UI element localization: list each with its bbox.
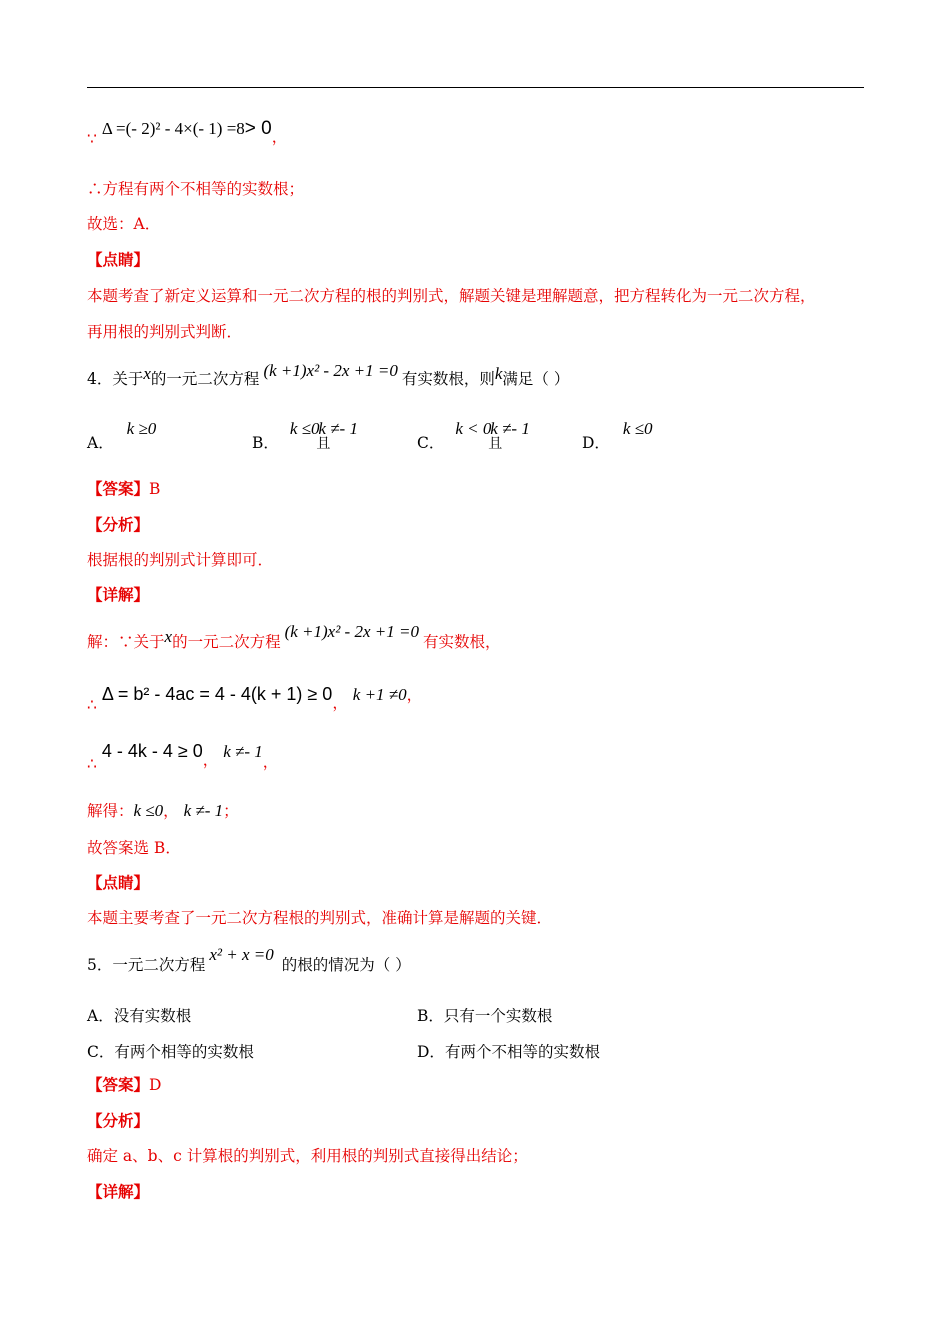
q4-stem: 4．关于x的一元二次方程 (k +1)x² - 2x +1 =0 有实数根，则k满足（ ） <box>87 361 570 388</box>
q4-fenxi-label: 【分析】 <box>87 515 150 534</box>
q5-option-b[interactable]: B．只有一个实数根 <box>417 1007 553 1025</box>
q4-dianjing-label: 【点睛】 <box>87 873 150 892</box>
q4-option-d[interactable]: D． k ≤0 <box>582 419 653 452</box>
q3-conclusion: ∴方程有两个不相等的实数根； <box>87 180 305 198</box>
q3-dianjing-label: 【点睛】 <box>87 250 150 269</box>
header-rule <box>87 87 864 88</box>
q3-delta-line: ∵ Δ =(- 2)² - 4×(- 1) =8> 0， <box>87 118 288 148</box>
q5-stem: 5．一元二次方程x² + x =0的根的情况为（ ） <box>87 945 411 974</box>
q4-dianjing-text: 本题主要考查了一元二次方程根的判别式，准确计算是解题的关键． <box>87 909 553 927</box>
q5-fenxi-text: 确定 a、b、c 计算根的判别式，利用根的判别式直接得出结论； <box>87 1147 528 1165</box>
q5-answer: 【答案】D <box>87 1075 162 1094</box>
q3-choice: 故选：A． <box>87 215 161 233</box>
q4-option-c[interactable]: C． k < 0 且k ≠- 1 <box>417 419 530 452</box>
q4-solution-2: ∴ Δ = b² - 4ac = 4 - 4(k + 1) ≥ 0， k +1 ≠0， <box>87 684 423 714</box>
q4-solution-5: 故答案选 B． <box>87 839 181 857</box>
q4-option-a[interactable]: A． k ≥0 <box>87 419 157 452</box>
q3-dianjing-text1: 本题考查了新定义运算和一元二次方程的根的判别式，解题关键是理解题意，把方程转化为一元二次方程， <box>87 287 816 305</box>
q4-xiangjie-label: 【详解】 <box>87 585 150 604</box>
q5-option-c[interactable]: C．有两个相等的实数根 <box>87 1043 254 1061</box>
q4-solution-1: 解：∵关于x的一元二次方程(k +1)x² - 2x +1 =0有实数根， <box>87 622 501 651</box>
q4-solution-4: 解得：k ≤0， k ≠- 1； <box>87 801 239 820</box>
q5-option-a[interactable]: A．没有实数根 <box>87 1007 192 1025</box>
q5-xiangjie-label: 【详解】 <box>87 1182 150 1201</box>
q5-option-d[interactable]: D．有两个不相等的实数根 <box>417 1043 600 1061</box>
q4-fenxi-text: 根据根的判别式计算即可． <box>87 551 274 569</box>
q5-fenxi-label: 【分析】 <box>87 1111 150 1130</box>
q4-solution-3: ∴ 4 - 4k - 4 ≥ 0， k ≠- 1， <box>87 741 279 773</box>
q3-dianjing-text2: 再用根的判别式判断． <box>87 323 243 341</box>
q4-answer: 【答案】B <box>87 479 161 498</box>
q4-option-b[interactable]: B． k ≤0 且k ≠- 1 <box>252 419 358 452</box>
